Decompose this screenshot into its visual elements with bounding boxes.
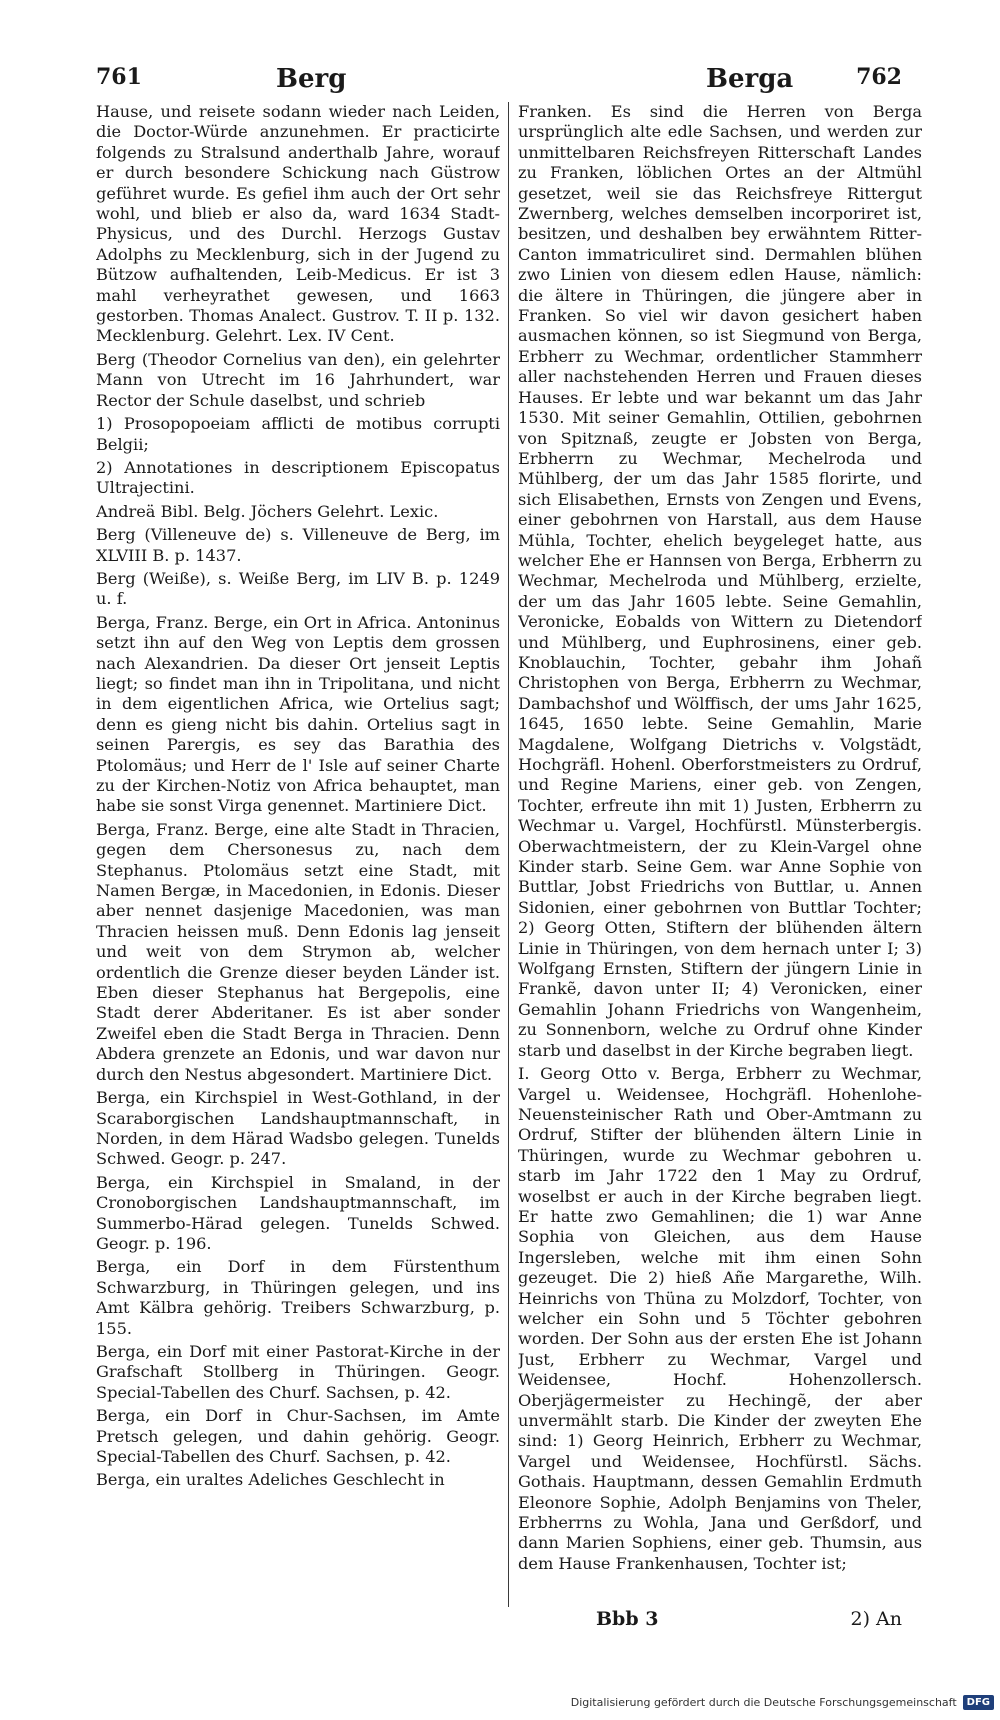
catchword: 2) An [850,1608,902,1630]
paragraph: Berga, Franz. Berge, eine alte Stadt in Thracien, gegen dem Chersonesus zu, nach dem Stephanus. Ptolomäus setzt eine Stadt, mit Namen Bergæ, in Macedonien, in Edonis. Dieser aber nennet dasjenige Macedonien, was man Thracien heissen muß. Denn Edonis lag jenseit und weit von dem Strymon ab, welcher ordentlich die Grenze dieser beyden Länder ist. Eben dieser Stephanus hat Bergepolis, eine Stadt derer Abderitaner. Es ist aber sonder Zweifel eben die Stadt Berga in Thracien. Denn Abdera grenzete an Edonis, und war davon nur durch den Nestus abgesondert. Martiniere Dict. [96,819,500,1084]
paragraph: Berga, ein Kirchspiel in West-Gothland, in der Scaraborgischen Landshauptmannschaft, in Norden, in dem Härad Wadsbo gelegen. Tunelds Schwed. Geogr. p. 247. [96,1088,500,1169]
right-column [518,102,922,1607]
page-number-left: 761 [96,64,142,90]
paragraph: Berg (Weiße), s. Weiße Berg, im LIV B. p. 1249 u. f. [96,568,500,609]
paragraph: Hause, und reisete sodann wieder nach Leiden, die Doctor-Würde anzunehmen. Er practicirte folgends zu Stralsund anderthalb Jahre, worauf er durch besondere Schickung nach Güstrow geführet wurde. Es gefiel ihm auch der Ort sehr wohl, und blieb er also da, ward 1634 Stadt-Physicus, und des Durchl. Herzogs Gustav Adolphs zu Mecklenburg, sich in der Jugend zu Bützow aufhaltenden, Leib-Medicus. Er ist 3 mahl verheyrathet gewesen, und 1663 gestorben. Thomas Analect. Gustrov. T. II p. 132. Mecklenburg. Gelehrt. Lex. IV Cent. [96,102,500,346]
paragraph: 2) Annotationes in descriptionem Episcopatus Ultrajectini. [96,457,500,498]
paragraph: Berga, ein Dorf in Chur-Sachsen, im Amte Pretsch gelegen, und dahin gehörig. Geogr. Special-Tabellen des Churf. Sachsen, p. 42. [96,1406,500,1466]
page-number-right: 762 [856,64,902,90]
paragraph: Berg (Villeneuve de) s. Villeneuve de Berg, im XLVIII B. p. 1437. [96,525,500,565]
paragraph: Berg (Theodor Cornelius van den), ein gelehrter Mann von Utrecht im 16 Jahrhundert, war Rector der Schule daselbst, und schrieb [96,349,500,410]
running-header [96,64,902,104]
left-column [96,102,500,1607]
header-word-left: Berg [276,64,347,94]
paragraph: 1) Prosopopoeiam afflicti de motibus corrupti Belgii; [96,414,500,454]
paragraph: Berga, ein Dorf mit einer Pastorat-Kirche in der Grafschaft Stollberg in Thüringen. Geogr. Special-Tabellen des Churf. Sachsen, p. 42. [96,1341,500,1402]
column-divider [508,102,509,1607]
paragraph: Andreä Bibl. Belg. Jöchers Gelehrt. Lexic. [96,501,439,521]
digitization-text: Digitalisierung gefördert durch die Deutsche Forschungsgemeinschaft [570,1696,957,1709]
digitization-notice [571,1695,994,1710]
paragraph: Berga, ein Kirchspiel in Smaland, in der Cronoborgischen Landshauptmannschaft, im Summerbo-Härad gelegen. Tunelds Schwed. Geogr. p. 196. [96,1172,500,1253]
paragraph: I. Georg Otto v. Berga, Erbherr zu Wechmar, Vargel u. Weidensee, Hochgräfl. Hohenlohe-Neuensteinischer Rath und Ober-Amtmann zu Ordruf, Stifter der blühenden ältern Linie in Thüringen, wurde zu Wechmar gebohren u. starb im Jahr 1722 den 1 May zu Ordruf, woselbst er auch in der Kirche begraben liegt. Er hatte zwo Gemahlinen; die 1) war Anne Sophia von Gleichen, aus dem Hause Ingersleben, welche mit ihm einen Sohn gezeuget. Die 2) hieß Añe Margarethe, Wilh. Heinrichs von Thüna zu Molzdorf, Tochter, von welcher ein Sohn und 5 Töchter gebohren worden. Der Sohn aus der ersten Ehe ist Johann Just, Erbherr zu Wechmar, Vargel und Weidensee, Hochf. Hohenzollersch. Oberjägermeister zu Hechingẽ, der aber unvermählt starb. Die Kinder der zweyten Ehe sind: 1) Georg Heinrich, Erbherr zu Wechmar, Vargel und Weidensee, Hochfürstl. Sächs. Gothais. Hauptmann, dessen Gemahlin Erdmuth Eleonore Sophie, Adolph Benjamins von Theler, Erbherrns zu Wohla, Jana und Gerßdorf, und dann Marien Sophiens, einer geb. Thumsin, aus dem Hause Frankenhausen, Tochter ist; [518,1064,922,1573]
paragraph: Berga, ein Dorf in dem Fürstenthum Schwarzburg, in Thüringen gelegen, und ins Amt Kälbra gehörig. Treibers Schwarzburg, p. 155. [96,1257,500,1338]
paragraph: Berga, ein uraltes Adeliches Geschlecht in [96,1470,445,1490]
paragraph: Franken. Es sind die Herren von Berga ursprünglich alte edle Sachsen, und werden zur unmittelbaren Reichsfreyen Ritterschaft Landes zu Franken, löblichen Ortes an der Altmühl gesetzet, weil sie das Reichsfreye Rittergut Zwernberg, welches demselben incorporiret ist, besitzen, und deshalben bey erwähntem Ritter-Canton immatriculiret sind. Dermahlen blühen zwo Linien von diesem edlen Hause, nämlich: die ältere in Thüringen, die jüngere aber in Franken. So viel wir davon gesichert haben ausmachen können, so ist Siegmund von Berga, Erbherr zu Wechmar, ordentlicher Stammherr aller nachstehenden Herren und Frauen dieses Hauses. Er lebte und war bekannt um das Jahr 1530. Mit seiner Gemahlin, Ottilien, gebohrnen von Spitznaß, zeugte er Jobsten von Berga, Erbherrn zu Wechmar, Mechelroda und Mühlberg, der um das Jahr 1585 florirte, und sich Elisabethen, Ernsts von Zengen und Evens, einer gebohrnen von Harstall, aus dem Hause Mühla, Tochter, ehelich beygeleget hatte, aus welcher Ehe er Hannsen von Berga, Erbherrn zu Wechmar, Mechelroda und Mühlberg, erzielte, der um das Jahr 1605 lebte. Seine Gemahlin, Veronicke, Eobalds von Wittern zu Dietendorf und Mühlberg, und Euphrosinens, einer geb. Knoblauchin, Tochter, gebahr ihm Johañ Christophen von Berga, Erbherrn zu Wechmar, Dambachshof und Wölffisch, der ums Jahr 1625, 1645, 1650 lebte. Seine Gemahlin, Marie Magdalene, Wolfgang Dietrichs v. Volgstädt, Hochgräfl. Hohenl. Oberforstmeisters zu Ordruf, und Regine Mariens, einer geb. von Zengen, Tochter, erfreute ihn mit 1) Justen, Erbherrn zu Wechmar u. Vargel, Hochfürstl. Münsterbergis. Oberwachtmeistern, der zu Klein-Vargel ohne Kinder starb. Seine Gem. war Anne Sophie von Buttlar, Jobst Friedrichs von Buttlar, u. Annen Sidonien, einer gebohrnen von Buttlar Tochter; 2) Georg Otten, Stiftern der blühenden ältern Linie in Thüringen, von dem hernach unter I; 3) Wolfgang Ernsten, Stiftern der jüngern Linie in Frankẽ, davon unter II; 4) Veronicken, einer Gemahlin Johann Friedrichs von Wangenheim, zu Sonnenborn, welche zu Ordruf ohne Kinder starb und daselbst in der Kirche begraben liegt. [518,102,922,1060]
dfg-logo: DFG [963,1695,994,1710]
header-word-right: Berga [706,64,794,94]
paragraph: Berga, Franz. Berge, ein Ort in Africa. Antoninus setzt ihn auf den Weg von Leptis dem grossen nach Alexandrien. Da dieser Ort jenseit Leptis liegt; so findet man ihn in Tripolitana, und nicht in dem eigentlichen Africa, wie Ortelius sagt; denn es gieng nicht bis dahin. Ortelius sagt in seinen Parergis, es sey das Barathia des Ptolomäus; und Herr de l' Isle auf seiner Charte zu der Kirchen-Notiz von Africa behauptet, man habe sie sonst Virga genennet. Martiniere Dict. [96,612,500,816]
signature-mark: Bbb 3 [596,1608,659,1630]
